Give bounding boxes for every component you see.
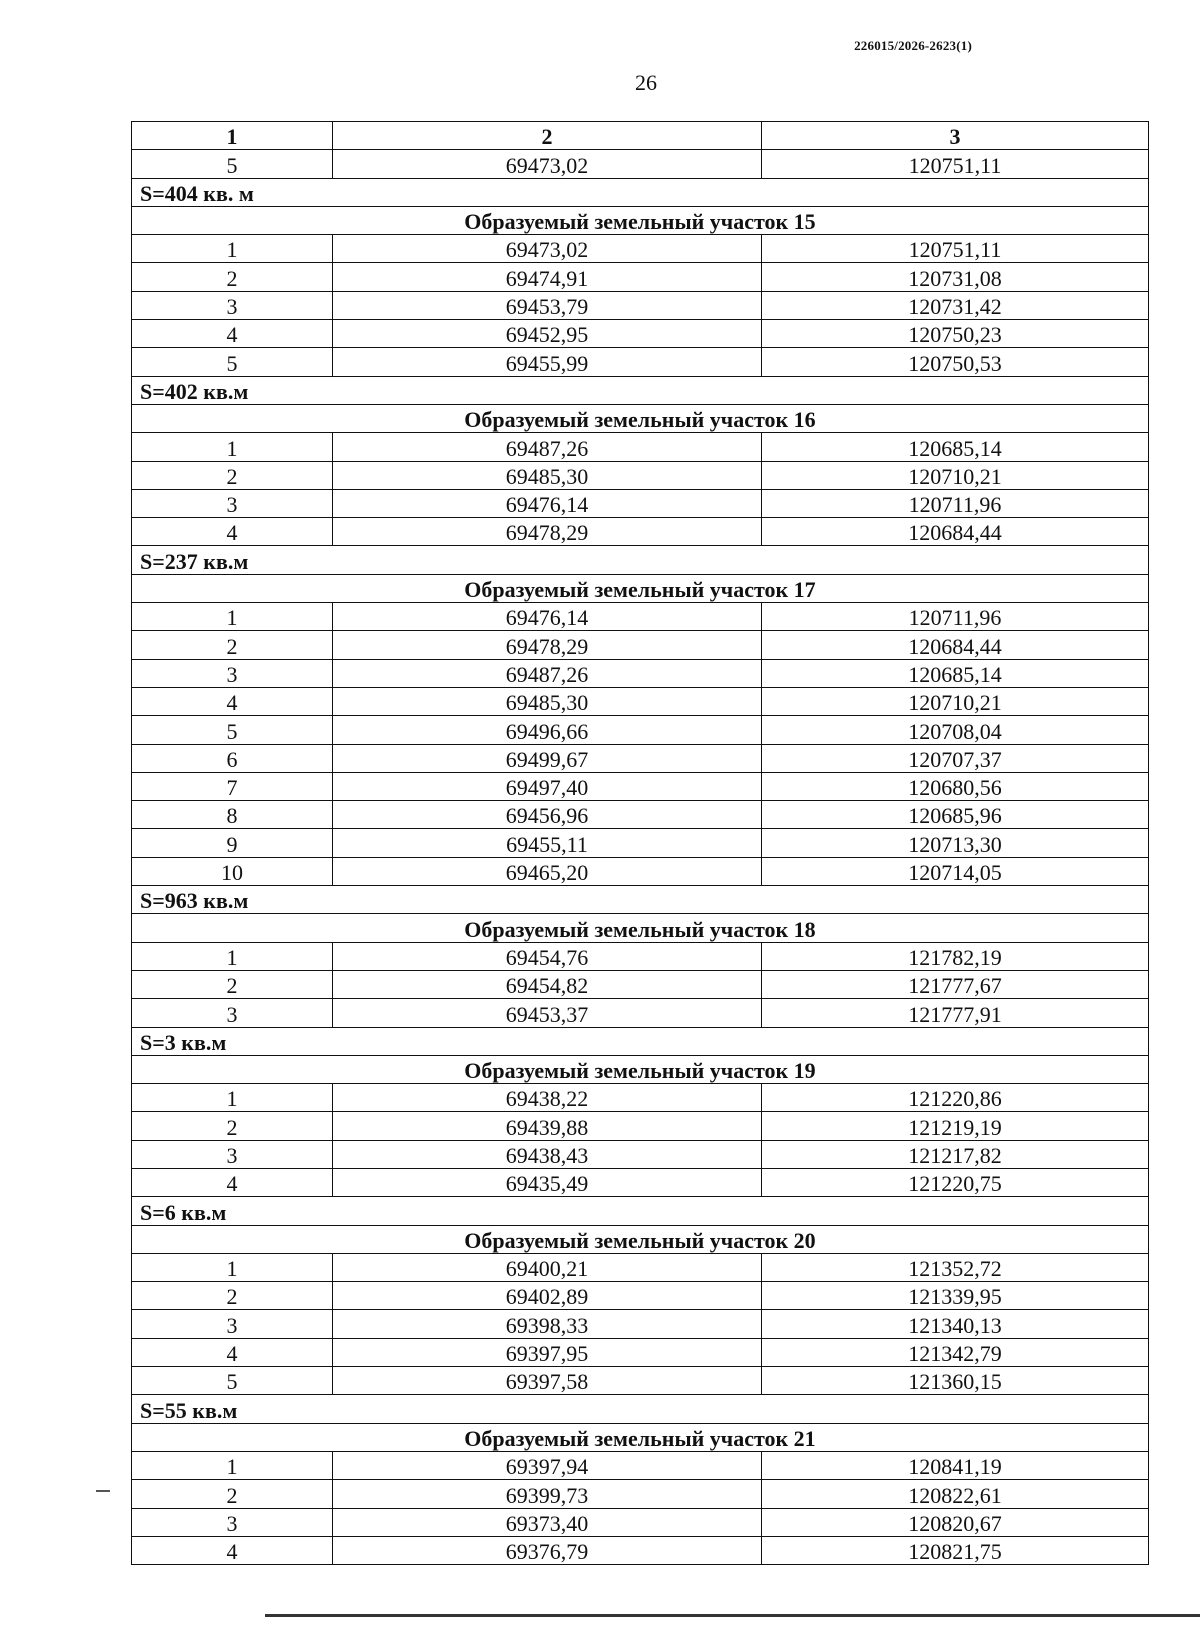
table-row xyxy=(132,801,1149,829)
x-coordinate-cell: 69439,88 xyxy=(333,1112,762,1140)
table-row xyxy=(132,942,1149,970)
point-number-cell: 3 xyxy=(132,1508,333,1536)
x-coordinate-cell: 69485,30 xyxy=(333,461,762,489)
table-row xyxy=(132,1112,1149,1140)
x-coordinate-cell: 69399,73 xyxy=(333,1480,762,1508)
y-coordinate-cell: 120751,11 xyxy=(762,150,1149,178)
y-coordinate-cell: 121777,91 xyxy=(762,999,1149,1027)
x-coordinate-cell: 69476,14 xyxy=(333,603,762,631)
x-coordinate-cell: 69397,58 xyxy=(333,1367,762,1395)
section-title: Образуемый земельный участок 16 xyxy=(132,404,1149,432)
area-row xyxy=(132,376,1149,404)
x-coordinate-cell: 69438,43 xyxy=(333,1140,762,1168)
table-row xyxy=(132,1140,1149,1168)
section-title-row xyxy=(132,1055,1149,1083)
table-row xyxy=(132,659,1149,687)
section-title: Образуемый земельный участок 18 xyxy=(132,914,1149,942)
point-number-cell: 5 xyxy=(132,348,333,376)
table-header-row xyxy=(132,122,1149,150)
y-coordinate-cell: 121360,15 xyxy=(762,1367,1149,1395)
table-row xyxy=(132,829,1149,857)
table-row xyxy=(132,263,1149,291)
x-coordinate-cell: 69454,82 xyxy=(333,970,762,998)
y-coordinate-cell: 120822,61 xyxy=(762,1480,1149,1508)
point-number-cell: 10 xyxy=(132,857,333,885)
area-row xyxy=(132,1395,1149,1423)
x-coordinate-cell: 69487,26 xyxy=(333,659,762,687)
y-coordinate-cell: 120710,21 xyxy=(762,461,1149,489)
section-title-row xyxy=(132,404,1149,432)
table-row xyxy=(132,320,1149,348)
table-row xyxy=(132,716,1149,744)
y-coordinate-cell: 120684,44 xyxy=(762,518,1149,546)
table-row xyxy=(132,772,1149,800)
table-row xyxy=(132,235,1149,263)
point-number-cell: 1 xyxy=(132,1084,333,1112)
point-number-cell: 3 xyxy=(132,1140,333,1168)
header-cell-3: 3 xyxy=(762,122,1149,150)
area-value: S=6 кв.м xyxy=(132,1197,1149,1225)
table-row xyxy=(132,518,1149,546)
y-coordinate-cell: 121782,19 xyxy=(762,942,1149,970)
table-row xyxy=(132,150,1149,178)
x-coordinate-cell: 69454,76 xyxy=(333,942,762,970)
point-number-cell: 5 xyxy=(132,716,333,744)
point-number-cell: 1 xyxy=(132,433,333,461)
y-coordinate-cell: 121220,86 xyxy=(762,1084,1149,1112)
y-coordinate-cell: 120820,67 xyxy=(762,1508,1149,1536)
point-number-cell: 3 xyxy=(132,999,333,1027)
x-coordinate-cell: 69473,02 xyxy=(333,150,762,178)
y-coordinate-cell: 120731,42 xyxy=(762,291,1149,319)
point-number-cell: 3 xyxy=(132,489,333,517)
area-value: S=237 кв.м xyxy=(132,546,1149,574)
area-value: S=55 кв.м xyxy=(132,1395,1149,1423)
coordinates-table xyxy=(131,121,1149,1565)
table-row xyxy=(132,631,1149,659)
x-coordinate-cell: 69478,29 xyxy=(333,631,762,659)
table-row xyxy=(132,744,1149,772)
x-coordinate-cell: 69455,11 xyxy=(333,829,762,857)
section-title-row xyxy=(132,914,1149,942)
document-number: 226015/2026-2623(1) xyxy=(854,38,972,53)
y-coordinate-cell: 120821,75 xyxy=(762,1536,1149,1564)
point-number-cell: 1 xyxy=(132,942,333,970)
table-row xyxy=(132,461,1149,489)
y-coordinate-cell: 121352,72 xyxy=(762,1253,1149,1281)
point-number-cell: 1 xyxy=(132,1253,333,1281)
point-number-cell: 4 xyxy=(132,1338,333,1366)
y-coordinate-cell: 120713,30 xyxy=(762,829,1149,857)
area-row xyxy=(132,178,1149,206)
point-number-cell: 2 xyxy=(132,461,333,489)
point-number-cell: 4 xyxy=(132,1168,333,1196)
table-row xyxy=(132,857,1149,885)
x-coordinate-cell: 69373,40 xyxy=(333,1508,762,1536)
coordinates-table-body xyxy=(132,122,1149,1565)
table-row xyxy=(132,1253,1149,1281)
section-title: Образуемый земельный участок 15 xyxy=(132,206,1149,234)
x-coordinate-cell: 69453,37 xyxy=(333,999,762,1027)
point-number-cell: 4 xyxy=(132,1536,333,1564)
area-value: S=3 кв.м xyxy=(132,1027,1149,1055)
y-coordinate-cell: 121339,95 xyxy=(762,1282,1149,1310)
x-coordinate-cell: 69397,94 xyxy=(333,1451,762,1479)
y-coordinate-cell: 120707,37 xyxy=(762,744,1149,772)
y-coordinate-cell: 120685,14 xyxy=(762,659,1149,687)
point-number-cell: 4 xyxy=(132,518,333,546)
section-title: Образуемый земельный участок 17 xyxy=(132,574,1149,602)
x-coordinate-cell: 69497,40 xyxy=(333,772,762,800)
point-number-cell: 5 xyxy=(132,150,333,178)
table-row xyxy=(132,1282,1149,1310)
x-coordinate-cell: 69476,14 xyxy=(333,489,762,517)
area-row xyxy=(132,886,1149,914)
point-number-cell: 4 xyxy=(132,320,333,348)
y-coordinate-cell: 120685,96 xyxy=(762,801,1149,829)
table-row xyxy=(132,1084,1149,1112)
table-row xyxy=(132,970,1149,998)
point-number-cell: 1 xyxy=(132,1451,333,1479)
section-title: Образуемый земельный участок 21 xyxy=(132,1423,1149,1451)
point-number-cell: 2 xyxy=(132,970,333,998)
page-number: 26 xyxy=(635,70,657,95)
y-coordinate-cell: 121777,67 xyxy=(762,970,1149,998)
y-coordinate-cell: 120750,53 xyxy=(762,348,1149,376)
y-coordinate-cell: 120711,96 xyxy=(762,489,1149,517)
x-coordinate-cell: 69478,29 xyxy=(333,518,762,546)
y-coordinate-cell: 121217,82 xyxy=(762,1140,1149,1168)
table-row xyxy=(132,1338,1149,1366)
section-title-row xyxy=(132,574,1149,602)
table-row xyxy=(132,687,1149,715)
y-coordinate-cell: 120708,04 xyxy=(762,716,1149,744)
x-coordinate-cell: 69474,91 xyxy=(333,263,762,291)
y-coordinate-cell: 120710,21 xyxy=(762,687,1149,715)
x-coordinate-cell: 69465,20 xyxy=(333,857,762,885)
y-coordinate-cell: 120685,14 xyxy=(762,433,1149,461)
point-number-cell: 9 xyxy=(132,829,333,857)
x-coordinate-cell: 69473,02 xyxy=(333,235,762,263)
point-number-cell: 2 xyxy=(132,263,333,291)
x-coordinate-cell: 69397,95 xyxy=(333,1338,762,1366)
x-coordinate-cell: 69487,26 xyxy=(333,433,762,461)
point-number-cell: 8 xyxy=(132,801,333,829)
x-coordinate-cell: 69496,66 xyxy=(333,716,762,744)
table-row xyxy=(132,1451,1149,1479)
section-title-row xyxy=(132,1423,1149,1451)
table-row xyxy=(132,1168,1149,1196)
y-coordinate-cell: 120751,11 xyxy=(762,235,1149,263)
x-coordinate-cell: 69485,30 xyxy=(333,687,762,715)
table-row xyxy=(132,1367,1149,1395)
y-coordinate-cell: 120750,23 xyxy=(762,320,1149,348)
section-title-row xyxy=(132,206,1149,234)
y-coordinate-cell: 120841,19 xyxy=(762,1451,1149,1479)
table-row xyxy=(132,1536,1149,1564)
x-coordinate-cell: 69452,95 xyxy=(333,320,762,348)
point-number-cell: 4 xyxy=(132,687,333,715)
y-coordinate-cell: 120714,05 xyxy=(762,857,1149,885)
x-coordinate-cell: 69453,79 xyxy=(333,291,762,319)
point-number-cell: 6 xyxy=(132,744,333,772)
header-cell-1: 1 xyxy=(132,122,333,150)
header-cell-2: 2 xyxy=(333,122,762,150)
table-row xyxy=(132,1310,1149,1338)
point-number-cell: 5 xyxy=(132,1367,333,1395)
y-coordinate-cell: 121219,19 xyxy=(762,1112,1149,1140)
y-coordinate-cell: 120731,08 xyxy=(762,263,1149,291)
x-coordinate-cell: 69438,22 xyxy=(333,1084,762,1112)
table-row xyxy=(132,603,1149,631)
point-number-cell: 2 xyxy=(132,1480,333,1508)
table-row xyxy=(132,489,1149,517)
x-coordinate-cell: 69398,33 xyxy=(333,1310,762,1338)
area-value: S=402 кв.м xyxy=(132,376,1149,404)
x-coordinate-cell: 69400,21 xyxy=(333,1253,762,1281)
area-value: S=963 кв.м xyxy=(132,886,1149,914)
section-title: Образуемый земельный участок 20 xyxy=(132,1225,1149,1253)
point-number-cell: 3 xyxy=(132,1310,333,1338)
table-row xyxy=(132,999,1149,1027)
point-number-cell: 1 xyxy=(132,235,333,263)
section-title: Образуемый земельный участок 19 xyxy=(132,1055,1149,1083)
area-value: S=404 кв. м xyxy=(132,178,1149,206)
area-row xyxy=(132,1027,1149,1055)
x-coordinate-cell: 69376,79 xyxy=(333,1536,762,1564)
y-coordinate-cell: 120711,96 xyxy=(762,603,1149,631)
section-title-row xyxy=(132,1225,1149,1253)
margin-mark xyxy=(96,1490,110,1492)
x-coordinate-cell: 69455,99 xyxy=(333,348,762,376)
table-row xyxy=(132,433,1149,461)
y-coordinate-cell: 120680,56 xyxy=(762,772,1149,800)
table-row xyxy=(132,348,1149,376)
x-coordinate-cell: 69402,89 xyxy=(333,1282,762,1310)
point-number-cell: 3 xyxy=(132,291,333,319)
area-row xyxy=(132,546,1149,574)
point-number-cell: 2 xyxy=(132,1282,333,1310)
table-row xyxy=(132,291,1149,319)
scan-bottom-edge xyxy=(265,1614,1200,1617)
y-coordinate-cell: 120684,44 xyxy=(762,631,1149,659)
x-coordinate-cell: 69456,96 xyxy=(333,801,762,829)
x-coordinate-cell: 69499,67 xyxy=(333,744,762,772)
point-number-cell: 3 xyxy=(132,659,333,687)
area-row xyxy=(132,1197,1149,1225)
point-number-cell: 2 xyxy=(132,1112,333,1140)
table-row xyxy=(132,1480,1149,1508)
x-coordinate-cell: 69435,49 xyxy=(333,1168,762,1196)
point-number-cell: 7 xyxy=(132,772,333,800)
y-coordinate-cell: 121220,75 xyxy=(762,1168,1149,1196)
point-number-cell: 2 xyxy=(132,631,333,659)
table-row xyxy=(132,1508,1149,1536)
y-coordinate-cell: 121340,13 xyxy=(762,1310,1149,1338)
y-coordinate-cell: 121342,79 xyxy=(762,1338,1149,1366)
point-number-cell: 1 xyxy=(132,603,333,631)
